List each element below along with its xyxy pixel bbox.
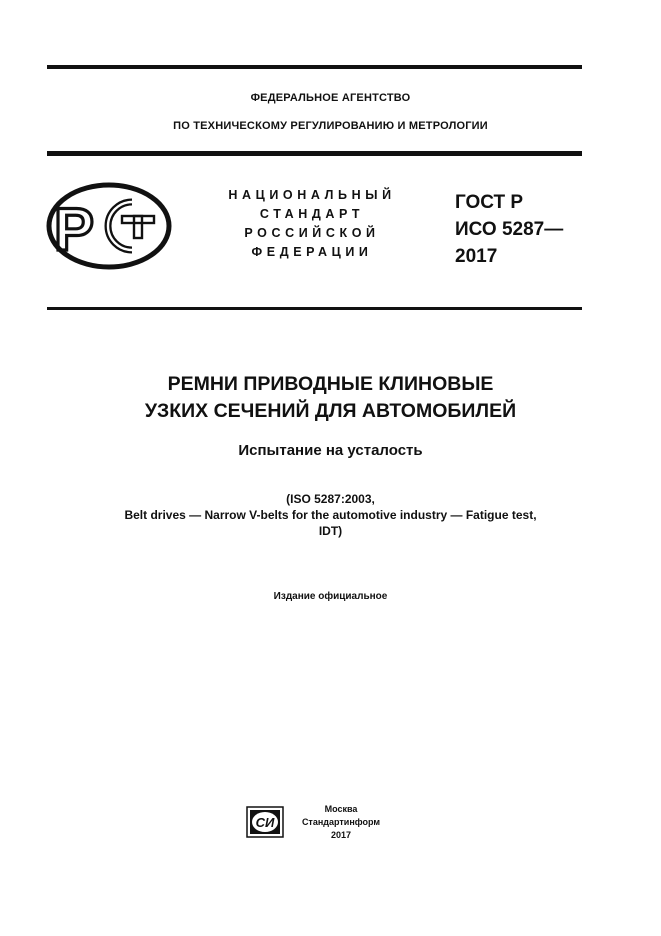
designation-line: ГОСТ Р: [455, 192, 524, 213]
iso-reference-line: IDT): [318, 524, 343, 538]
logo-glyph-r: Р: [54, 196, 95, 263]
designation-line: 2017: [455, 246, 498, 267]
publisher-name: Стандартинформ: [301, 817, 381, 827]
publisher-info: [295, 803, 387, 842]
document-title: [0, 371, 661, 425]
publisher-city: Москва: [324, 804, 358, 814]
standard-type-line: СТАНДАРТ: [259, 207, 365, 221]
logo-glyph-c: [108, 202, 132, 250]
top-rule: [47, 65, 582, 69]
title-line: УЗКИХ СЕЧЕНИЙ ДЛЯ АВТОМОБИЛЕЙ: [144, 400, 517, 422]
agency-line-1: ФЕДЕРАЛЬНОЕ АГЕНТСТВО: [250, 92, 411, 104]
standard-type-line: НАЦИОНАЛЬНЫЙ: [228, 188, 396, 202]
standard-designation: [455, 189, 563, 270]
document-subtitle: Испытание на усталость: [238, 442, 423, 459]
iso-reference: [0, 491, 661, 539]
svg-text:СИ: СИ: [255, 815, 275, 830]
standard-type: [212, 186, 412, 262]
iso-reference-line: (ISO 5287:2003,: [286, 492, 375, 506]
header-bottom-rule: [47, 151, 582, 156]
publisher-year: 2017: [330, 830, 352, 840]
standartinform-logo-icon: [246, 806, 284, 843]
masthead-bottom-rule: [47, 307, 582, 310]
rst-logo-icon: [46, 182, 172, 275]
standard-type-line: ФЕДЕРАЦИИ: [251, 245, 373, 259]
title-line: РЕМНИ ПРИВОДНЫЕ КЛИНОВЫЕ: [167, 373, 494, 395]
agency-line-2: ПО ТЕХНИЧЕСКОМУ РЕГУЛИРОВАНИЮ И МЕТРОЛОГИИ: [173, 120, 488, 132]
standard-type-line: РОССИЙСКОЙ: [244, 226, 380, 240]
iso-reference-line: Belt drives — Narrow V-belts for the automotive industry — Fatigue test,: [124, 508, 537, 522]
edition-label: Издание официальное: [273, 591, 388, 602]
designation-line: ИСО 5287—: [455, 219, 564, 240]
